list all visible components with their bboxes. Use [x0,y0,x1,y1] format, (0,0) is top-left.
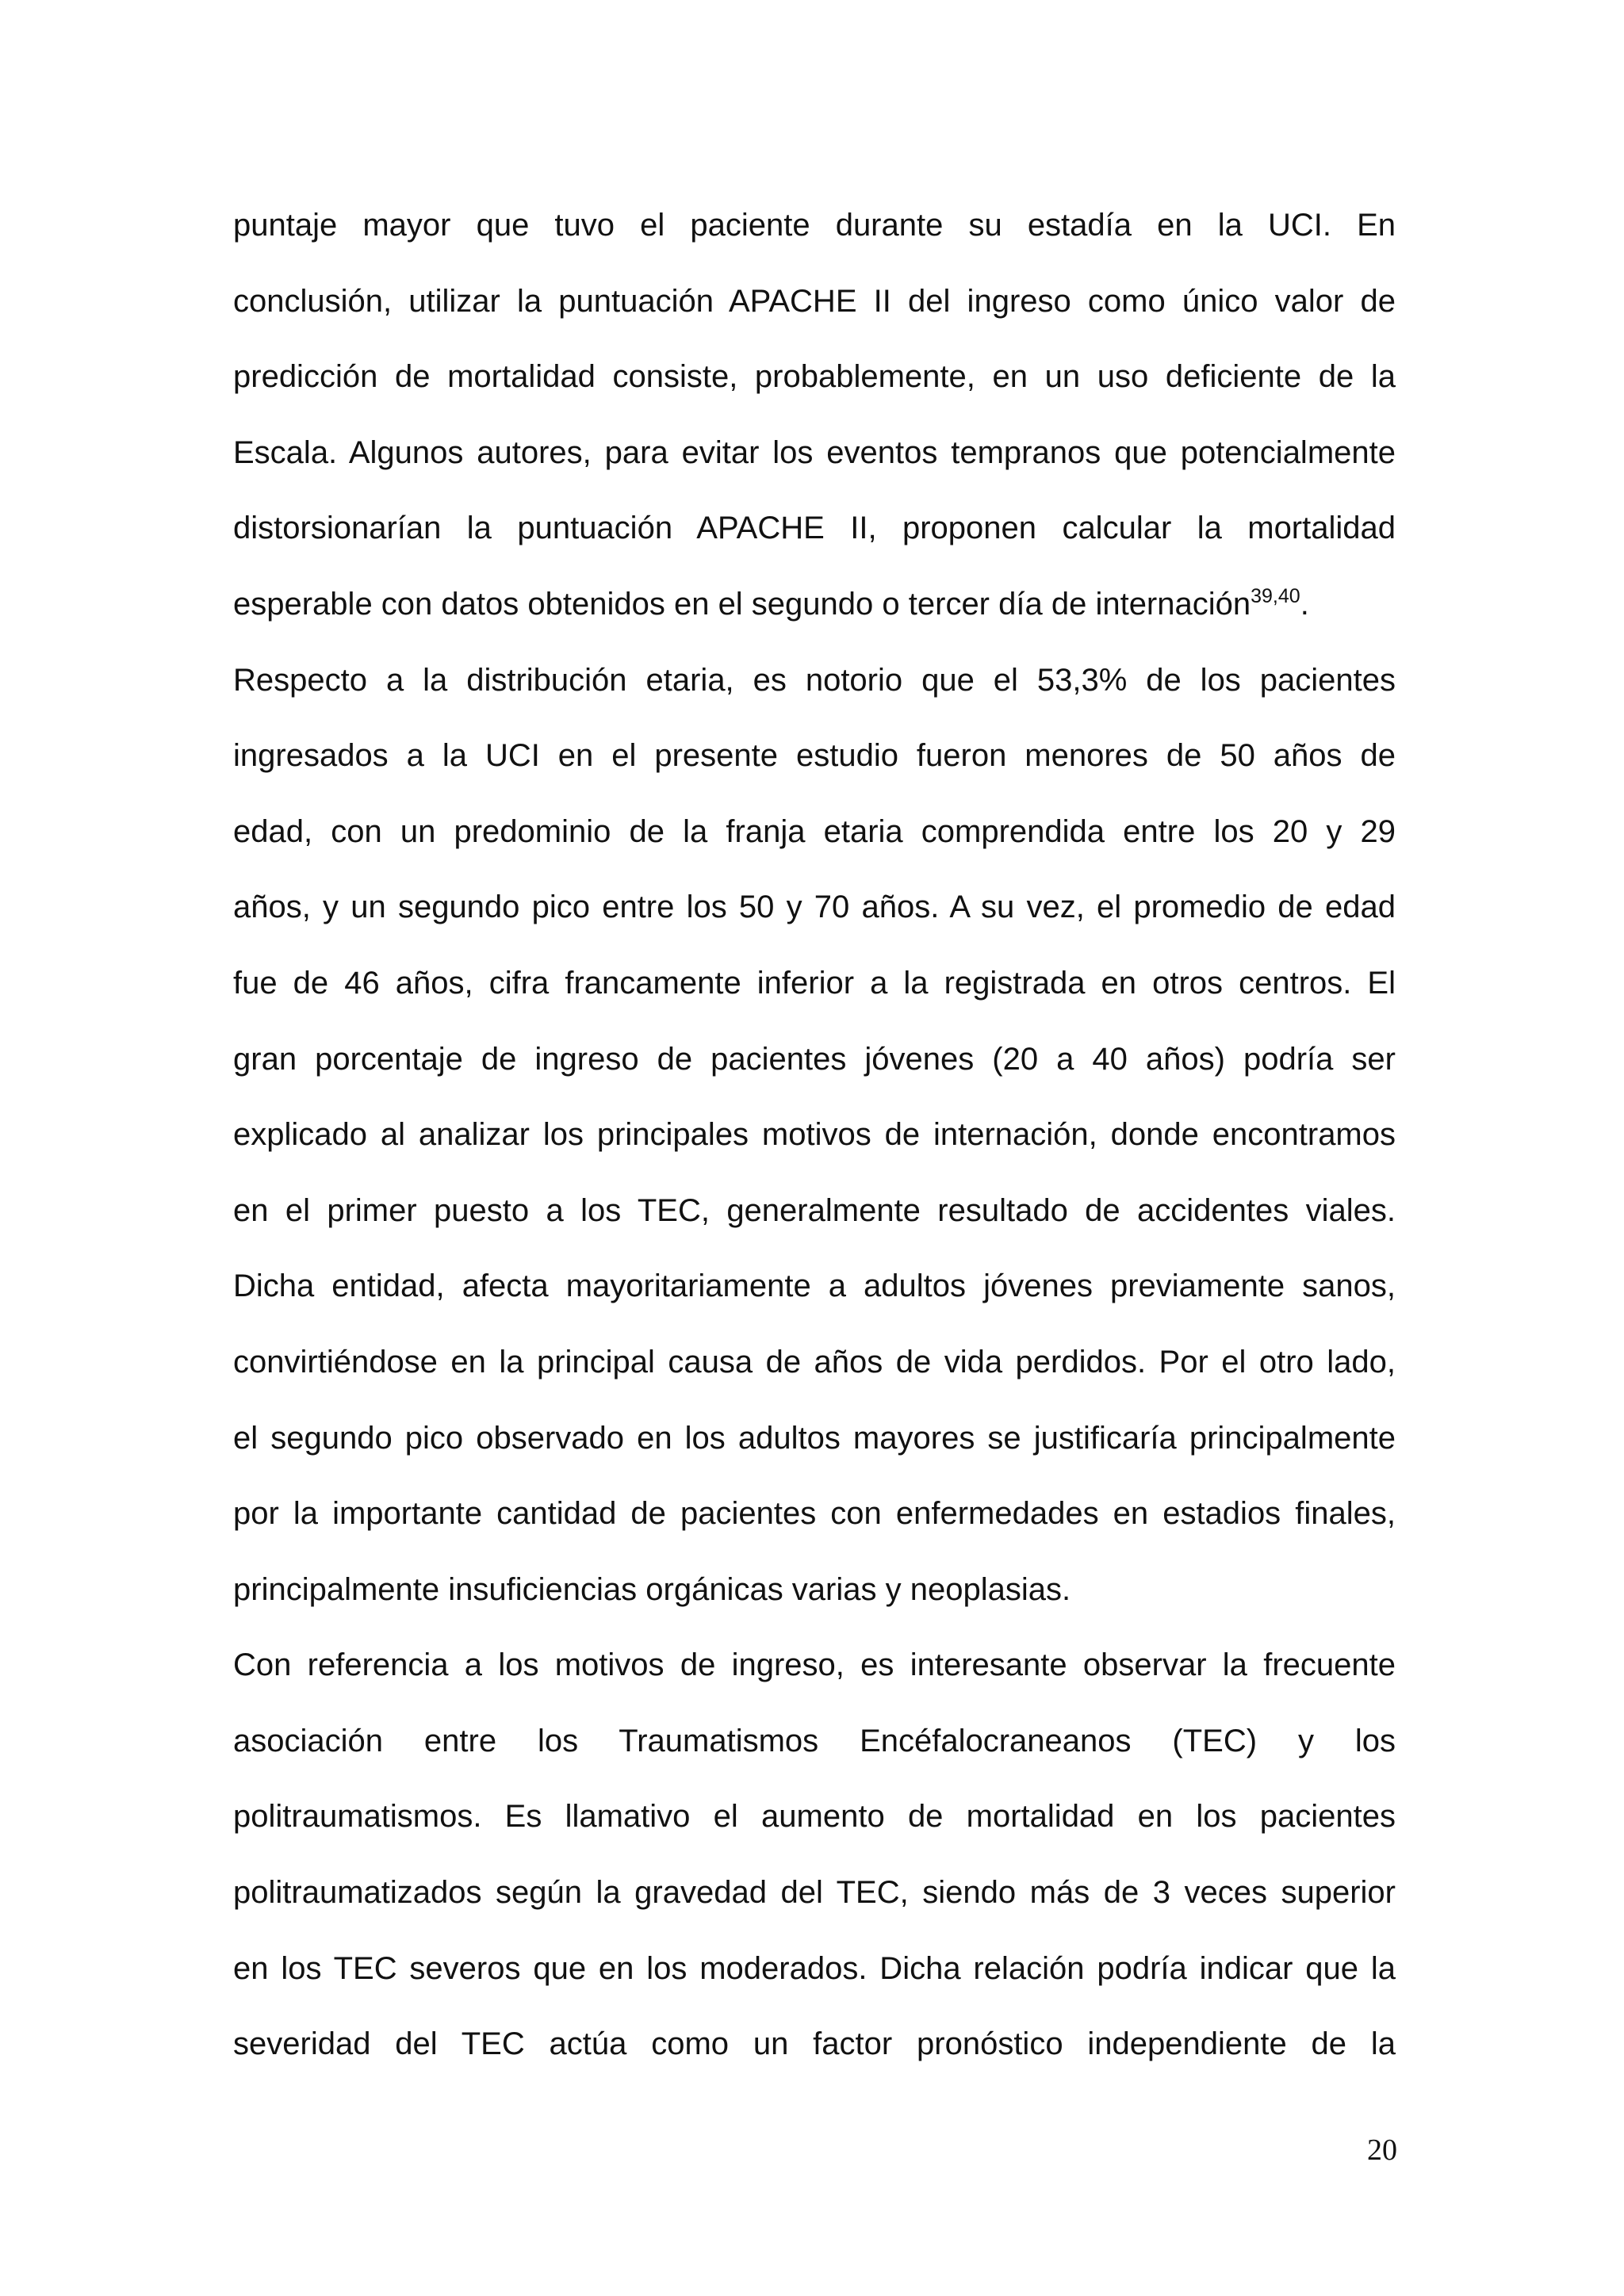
citation-superscript: 39,40 [1251,584,1300,607]
text-line: edad, con un predominio de la franja etaria comprendida entre los 20 y 29 [233,813,1396,849]
text-line-content: esperable con datos obtenidos en el segundo o tercer día de internación [233,586,1251,622]
text-line [233,567,1396,643]
text-line: ingresados a la UCI en el presente estudio fueron menores de 50 años de [233,738,1396,774]
text-line: años, y un segundo pico entre los 50 y 70 años. A su vez, el promedio de edad [233,890,1396,925]
text-line: politraumatismos. Es llamativo el aumento de mortalidad en los pacientes [233,1799,1396,1835]
text-line: severidad del TEC actúa como un factor pronóstico independiente de la [233,2026,1396,2062]
text-line: explicado al analizar los principales motivos de internación, donde encontramos [233,1117,1396,1153]
text-line: en los TEC severos que en los moderados. Dicha relación podría indicar que la [233,1950,1396,1986]
text-line: fue de 46 años, cifra francamente inferior a la registrada en otros centros. El [233,965,1396,1001]
text-line: Escala. Algunos autores, para evitar los eventos tempranos que potencialmente [233,434,1396,470]
text-line: predicción de mortalidad consiste, probablemente, en un uso deficiente de la [233,359,1396,395]
text-line: puntaje mayor que tuvo el paciente durante su estadía en la UCI. En [233,208,1396,243]
text-line: conclusión, utilizar la puntuación APACHE II del ingreso como único valor de [233,283,1396,319]
text-line: gran porcentaje de ingreso de pacientes jóvenes (20 a 40 años) podría ser [233,1041,1396,1077]
page-number: 20 [1367,2133,1397,2167]
text-line: por la importante cantidad de pacientes con enfermedades en estadios finales, [233,1496,1396,1532]
text-line: Respecto a la distribución etaria, es notorio que el 53,3% de los pacientes [233,662,1396,698]
text-line: principalmente insuficiencias orgánicas varias y neoplasias. [233,1571,1071,1607]
text-line: asociación entre los Traumatismos Encéfalocraneanos (TEC) y los [233,1723,1396,1758]
text-line: el segundo pico observado en los adultos mayores se justificaría principalmente [233,1420,1396,1456]
text-line: Con referencia a los motivos de ingreso, es interesante observar la frecuente [233,1647,1396,1683]
body-text [233,188,1396,2083]
text-line: politraumatizados según la gravedad del TEC, siendo más de 3 veces superior [233,1875,1396,1911]
text-line: distorsionarían la puntuación APACHE II, proponen calcular la mortalidad [233,511,1396,546]
citation-period: . [1300,586,1309,622]
text-line: en el primer puesto a los TEC, generalmente resultado de accidentes viales. [233,1192,1396,1228]
text-line: Dicha entidad, afecta mayoritariamente a adultos jóvenes previamente sanos, [233,1269,1396,1304]
text-line: convirtiéndose en la principal causa de años de vida perdidos. Por el otro lado, [233,1344,1396,1380]
